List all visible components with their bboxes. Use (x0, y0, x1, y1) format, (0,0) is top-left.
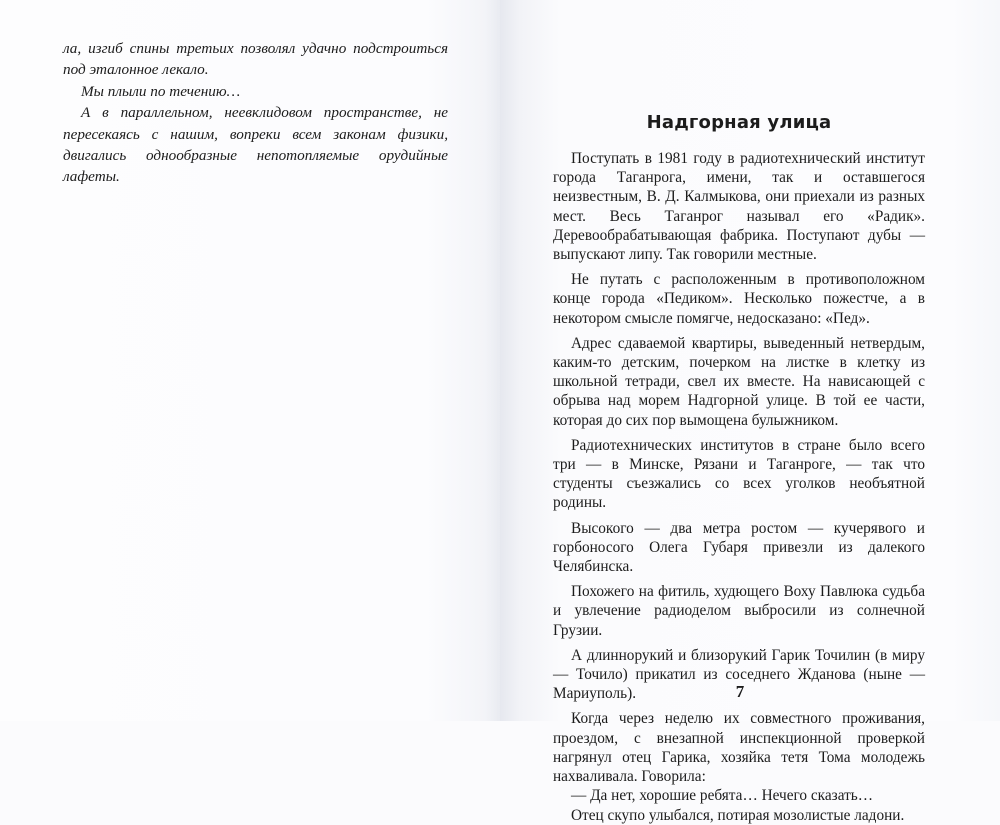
left-page (0, 0, 500, 721)
paragraph: А в параллельном, неевклидовом пространстве, не пересекаясь с нашим, вопреки всем законам физики, двигались однообразные непотопляемые орудийные лафеты. (63, 104, 448, 186)
dialogue-line: — Да нет, хорошие ребята… Нечего сказать… (571, 787, 874, 805)
paragraph: Когда через неделю их совместного проживания, проездом, с внезапной инспекционной проверкой нагрянул отец Гарика, хозяйка тетя Тома молодежь нахваливала. Говорила: (553, 710, 925, 786)
paragraph: Адрес сдаваемой квартиры, выведенный нетвердым, каким-то детским, почерком на листке в клетку из школьной тетради, свел их вместе. На нависающей с обрыва над морем Надгорной улице. В той ее части, которая до сих пор вымощена булыжником. (553, 334, 925, 429)
left-page-text (63, 38, 448, 188)
right-page-text (553, 149, 925, 825)
paragraph: Поступать в 1981 году в радиотехнический институт города Таганрога, имени, так и оставшегося неизвестным, В. Д. Калмыкова, они приехали из разных мест. Весь Таганрог называл его «Радик». Деревообрабатывающая фабрика. Поступают дубы — выпускают липу. Так говорили местные. (553, 150, 925, 264)
chapter-title: Надгорная улица (646, 112, 832, 133)
paragraph: ла, изгиб спины третьих позволял удачно подстроиться под эталонное лекало. (63, 40, 448, 79)
paragraph: Отец скупо улыбался, потирая мозолистые ладони. (571, 806, 905, 824)
paragraph: Высокого — два метра ростом — кучерявого и горбоносого Олега Губаря привезли из далекого Челябинска. (553, 519, 925, 576)
paragraph: Похожего на фитиль, худющего Воху Павлюка судьба и увлечение радиоделом выбросили из солнечной Грузии. (553, 583, 925, 639)
paragraph: Радиотехнических институтов в стране было всего три — в Минске, Рязани и Таганроге, — так что студенты съезжались со всех уголков необъятной родины. (553, 436, 925, 512)
paragraph: Мы плыли по течению… (81, 82, 241, 100)
paragraph: Не путать с расположенным в противоположном конце города «Педиком». Несколько пожестче, а в некотором смысле помягче, недосказано: «Пед». (553, 271, 925, 327)
page-number: 7 (735, 682, 745, 701)
paragraph: А длиннорукий и близорукий Гарик Точилин (в миру — Точило) прикатил из соседнего Жданова (ныне — Мариуполь). (553, 646, 925, 703)
